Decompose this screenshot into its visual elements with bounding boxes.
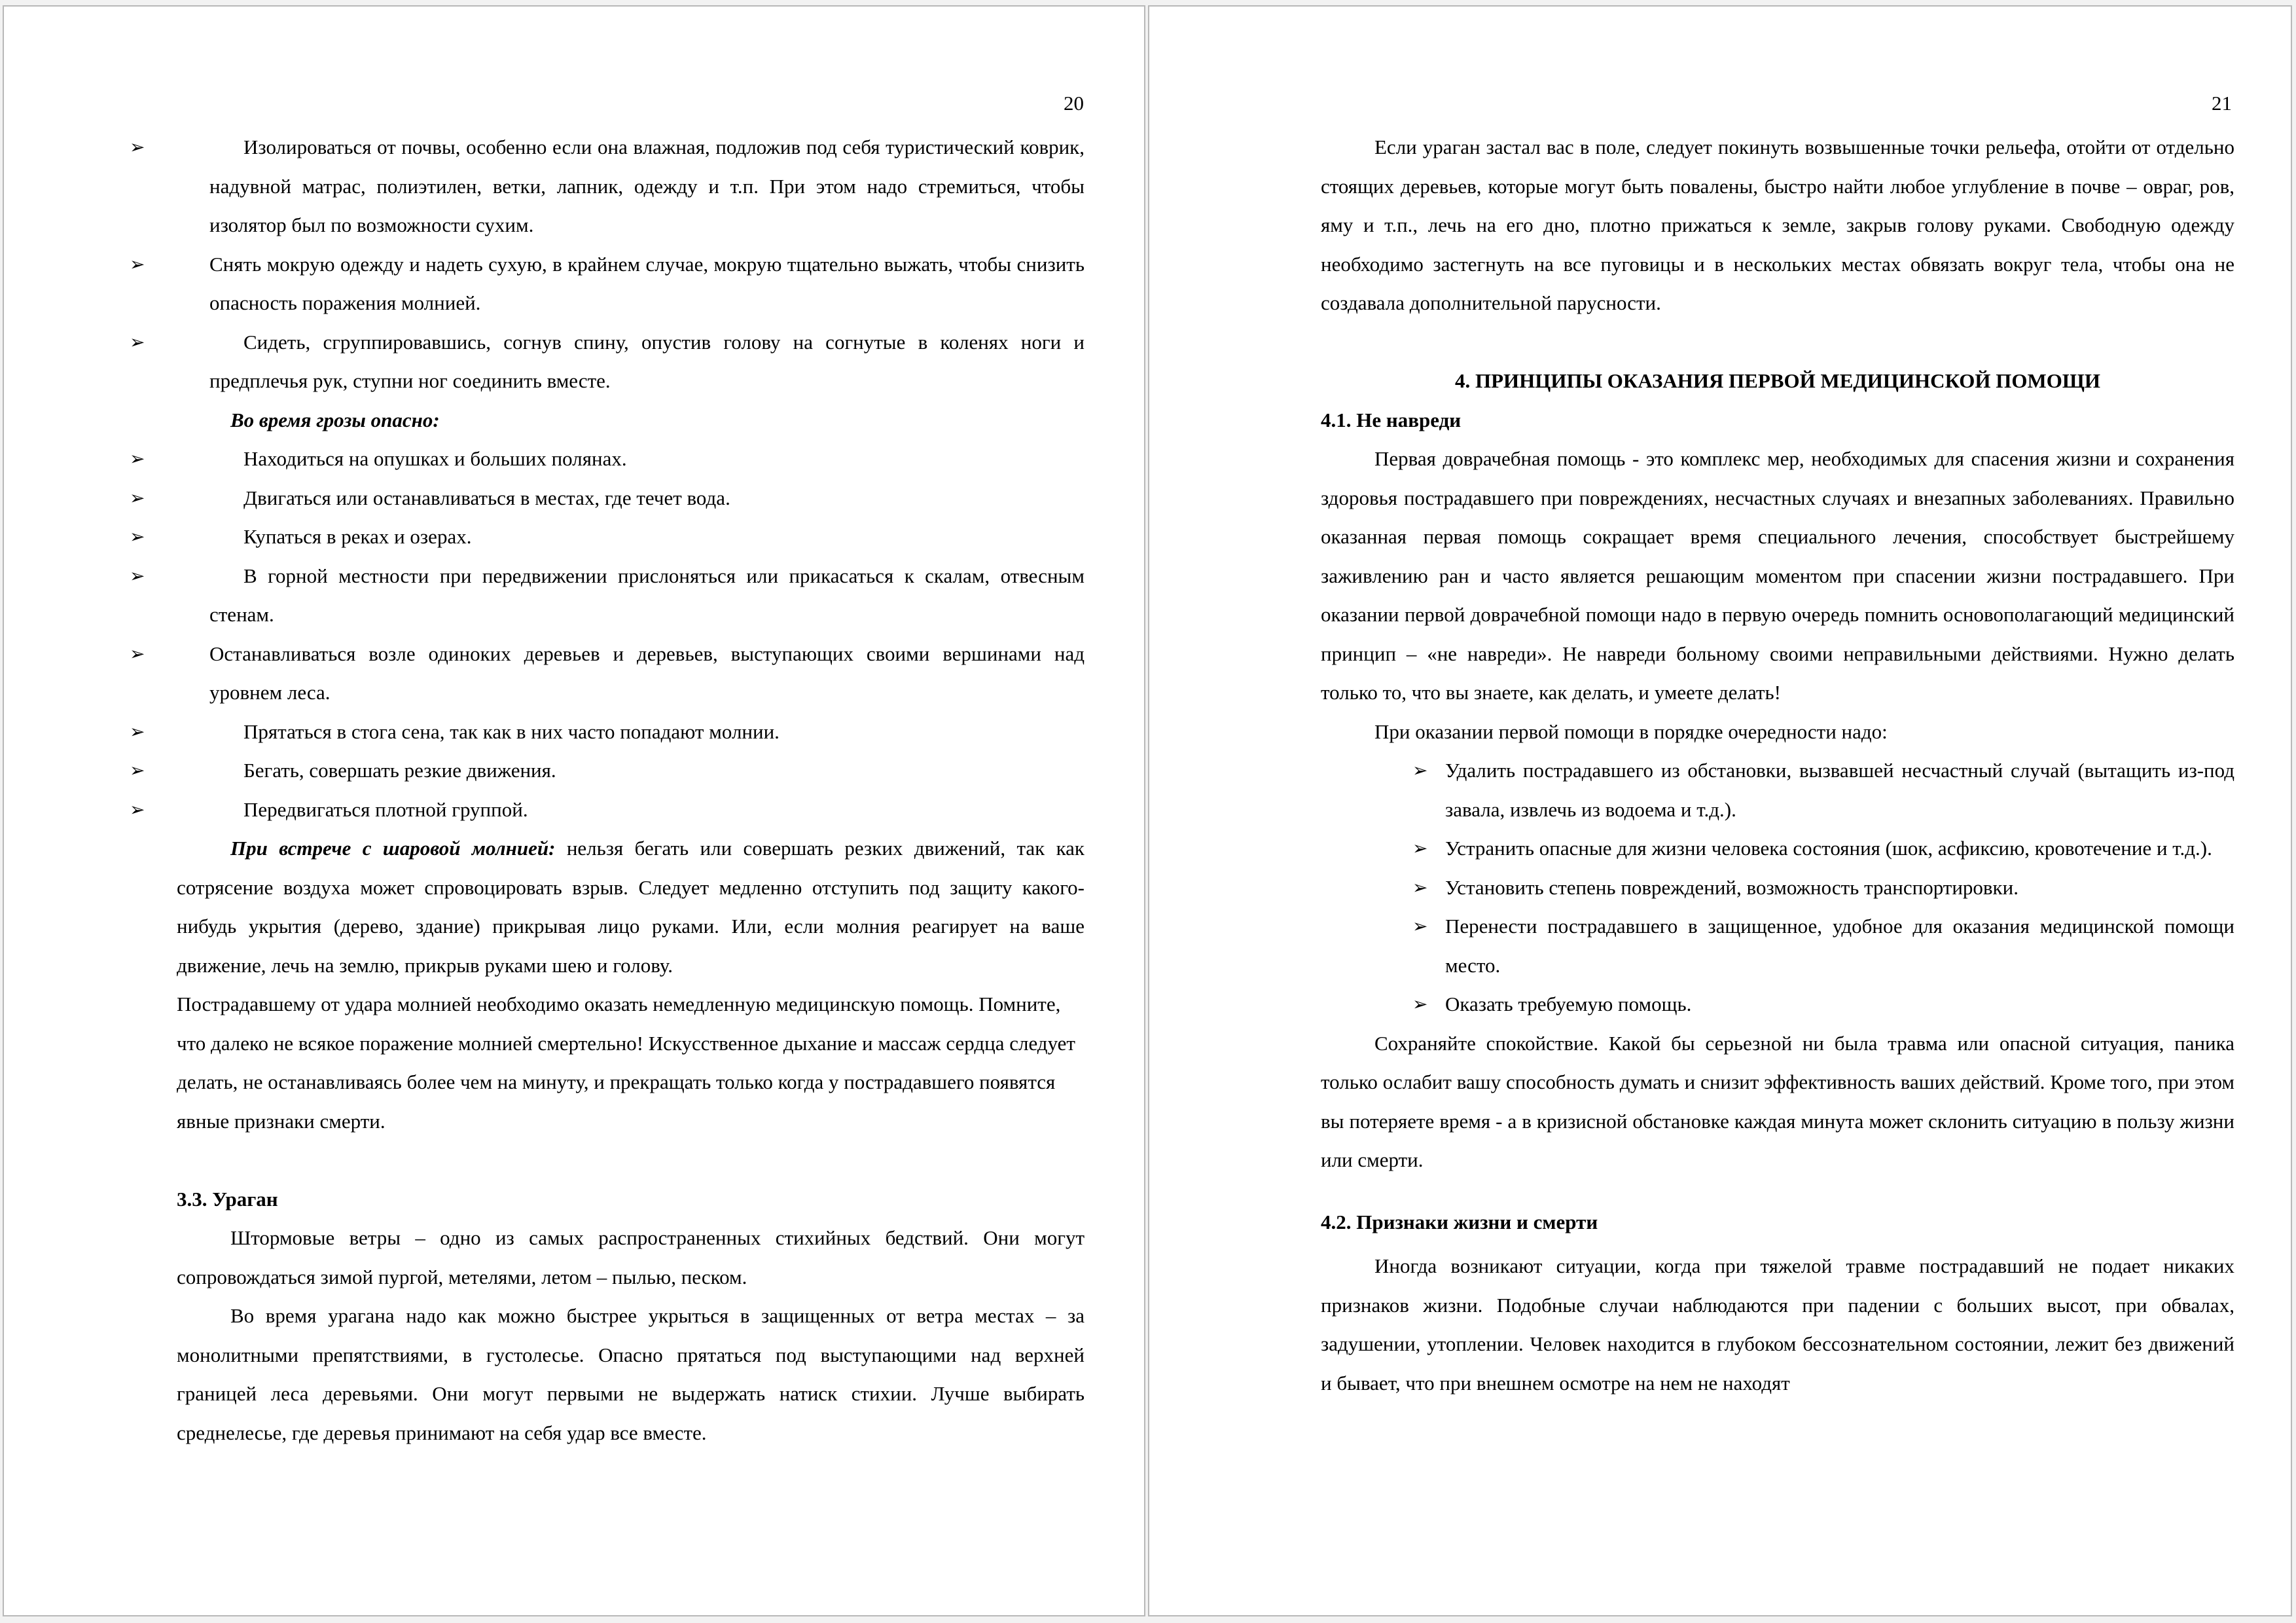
list-item-text: Перенести пострадавшего в защищенное, удобное для оказания медицинской помощи место.: [1445, 915, 2234, 977]
page-number: 20: [1064, 92, 1084, 115]
list-item: [130, 439, 1085, 479]
storm-paragraph: Штормовые ветры – одно из самых распространенных стихийных бедствий. Они могут сопровождаться зимой пургой, метелями, летом – пылью, песком.: [177, 1226, 1085, 1288]
list-item-text: Находиться на опушках и больших полянах.: [243, 447, 627, 470]
list-item: [130, 790, 1085, 830]
danger-heading: Во время грозы опасно:: [230, 408, 440, 431]
list-item-text: Оказать требуемую помощь.: [1445, 993, 1692, 1015]
list-item-text: Установить степень повреждений, возможность транспортировки.: [1445, 875, 2018, 899]
list-item-text: Двигаться или останавливаться в местах, где течет вода.: [243, 486, 730, 509]
arrow-bullet-icon: ➢: [130, 253, 145, 275]
arrow-bullet-icon: ➢: [1412, 876, 1428, 898]
list-item: [130, 479, 1085, 518]
first-aid-paragraph: Первая доврачебная помощь - это комплекс мер, необходимых для спасения жизни и сохранения здоровья пострадавшего при повреждениях, несчастных случаях и внезапных заболеваниях. Правильно оказанная первая помощь сокращает время специального лечения, способствует быстрейшему заживлению ран и часто является решающим моментом при спасении жизни пострадавшего. При оказании первой доврачебной помощи надо в первую очередь помнить основополагающий медицинский принцип – «не навреди». Не навреди больному своими неправильными действиями. Нужно делать только то, что вы знаете, как делать, и умеете делать!: [1321, 447, 2234, 704]
arrow-bullet-icon: ➢: [1412, 837, 1428, 859]
list-item-text: Бегать, совершать резкие движения.: [243, 759, 556, 782]
arrow-bullet-icon: ➢: [130, 798, 145, 820]
list-item: [130, 128, 1085, 245]
list-item: [1321, 751, 2234, 829]
ball-lightning-paragraph: [177, 829, 1085, 985]
chapter-heading: 4. ПРИНЦИПЫ ОКАЗАНИЯ ПЕРВОЙ МЕДИЦИНСКОЙ ПОМОЩИ: [1454, 369, 2101, 392]
list-item: [130, 634, 1085, 712]
arrow-bullet-icon: ➢: [130, 759, 145, 781]
list-item: [130, 517, 1085, 556]
page-21: [1148, 5, 2292, 1616]
sub-heading: 4.2. Признаки жизни и смерти: [1321, 1210, 1598, 1233]
list-item-text: Снять мокрую одежду и надеть сухую, в крайнем случае, мокрую тщательно выжать, чтобы снизить опасность поражения молнией.: [209, 252, 1085, 314]
list-item-text: Сидеть, сгруппировавшись, согнув спину, опустив голову на согнутые в коленях ноги и предплечья рук, ступни ног соединить вместе.: [209, 330, 1085, 392]
list-item: [1321, 868, 2234, 907]
list-item: [130, 712, 1085, 752]
list-item: [130, 751, 1085, 790]
list-item-text: В горной местности при передвижении прислоняться или прикасаться к скалам, отвесным стенам.: [209, 564, 1085, 626]
arrow-bullet-icon: ➢: [130, 720, 145, 742]
arrow-bullet-icon: ➢: [130, 331, 145, 353]
arrow-bullet-icon: ➢: [130, 526, 145, 547]
list-item: [1321, 829, 2234, 868]
field-paragraph: Если ураган застал вас в поле, следует покинуть возвышенные точки рельефа, отойти от отдельно стоящих деревьев, которые могут быть повалены, быстро найти любое углубление в почве – овраг, ров, яму и т.п., лечь на его дно, плотно прижаться к земле, закрыв голову руками. Свободную одежду необходимо застегнуть на все пуговицы и в нескольких местах обвязать вокруг тела, чтобы она не создавала дополнительной парусности.: [1321, 136, 2234, 314]
list-item: [1321, 907, 2234, 985]
arrow-bullet-icon: ➢: [1412, 993, 1428, 1015]
arrow-bullet-icon: ➢: [130, 642, 145, 665]
list-item-text: Останавливаться возле одиноких деревьев и деревьев, выступающих своими вершинами над уровнем леса.: [209, 642, 1085, 704]
list-item-text: Устранить опасные для жизни человека состояния (шок, асфиксию, кровотечение и т.д.).: [1445, 837, 2212, 860]
list-item: [130, 323, 1085, 401]
list-item: [130, 556, 1085, 634]
arrow-bullet-icon: ➢: [130, 486, 145, 509]
hurricane-paragraph: Во время урагана надо как можно быстрее укрыться в защищенных от ветра местах – за монолитными препятствиями, в густолесье. Опасно прятаться под выступающими над верхней границей леса деревьями. Они могут первыми не выдержать натиск стихии. Лучше выбирать среднелесье, где деревья принимают на себя удар все вместе.: [177, 1304, 1085, 1444]
page-number: 21: [2212, 92, 2232, 115]
page-20: [3, 5, 1145, 1616]
list-item: [1321, 985, 2234, 1024]
page-content: [130, 128, 1085, 1452]
signs-paragraph: Иногда возникают ситуации, когда при тяжелой травме пострадавший не подает никаких признаков жизни. Подобные случаи наблюдаются при падении с больших высот, при обвалах, задушении, утоплении. Человек находится в глубоком бессознательном состоянии, лежит без движений и бывает, что при внешнем осмотре на нем не находят: [1321, 1254, 2234, 1395]
arrow-bullet-icon: ➢: [130, 564, 145, 587]
list-item-text: Передвигаться плотной группой.: [243, 797, 528, 821]
list-item-text: Удалить пострадавшего из обстановки, вызвавшей несчастный случай (вытащить из-под завала, извлечь из водоема и т.д.).: [1445, 759, 2234, 821]
arrow-bullet-icon: ➢: [1412, 759, 1428, 781]
arrow-bullet-icon: ➢: [130, 448, 145, 469]
ball-lightning-text: нельзя бегать или совершать резких движений, так как сотрясение воздуха может спровоцировать взрыв. Следует медленно отступить под защиту какого-нибудь укрытия (дерево, здание) прикрывая лицо руками. Или, если молния реагирует на ваше движение, лечь на землю, прикрыв руками шею и голову.: [177, 837, 1085, 977]
victim-paragraph: Пострадавшему от удара молнией необходимо оказать немедленную медицинскую помощь. Помните, что далеко не всякое поражение молнией смертельно! Искусственное дыхание и массаж сердца следует делать, не останавливаясь более чем на минуту, и прекращать только когда у пострадавшего появятся явные признаки смерти.: [177, 993, 1075, 1133]
order-paragraph: При оказании первой помощи в порядке очередности надо:: [1374, 720, 1888, 743]
list-item: [130, 245, 1085, 323]
section-heading: 3.3. Ураган: [177, 1187, 278, 1211]
arrow-bullet-icon: ➢: [1412, 915, 1428, 937]
page-content: [1321, 128, 2234, 1402]
list-item-text: Купаться в реках и озерах.: [243, 525, 472, 548]
arrow-bullet-icon: ➢: [130, 136, 145, 158]
list-item-text: Изолироваться от почвы, особенно если она влажная, подложив под себя туристический коврик, надувной матрас, полиэтилен, ветки, лапник, одежду и т.п. При этом надо стремиться, чтобы изолятор был по возможности сухим.: [209, 136, 1085, 236]
ball-lightning-lead: При встрече с шаровой молнией:: [230, 837, 556, 860]
calm-paragraph: Сохраняйте спокойствие. Какой бы серьезной ни была травма или опасной ситуация, паника только ослабит вашу способность думать и снизит эффективность ваших действий. Кроме того, при этом вы потеряете время - а в кризисной обстановке каждая минута может склонить ситуацию в пользу жизни или смерти.: [1321, 1031, 2234, 1171]
list-item-text: Прятаться в стога сена, так как в них часто попадают молнии.: [243, 720, 780, 743]
sub-heading: 4.1. Не навреди: [1321, 408, 1462, 431]
